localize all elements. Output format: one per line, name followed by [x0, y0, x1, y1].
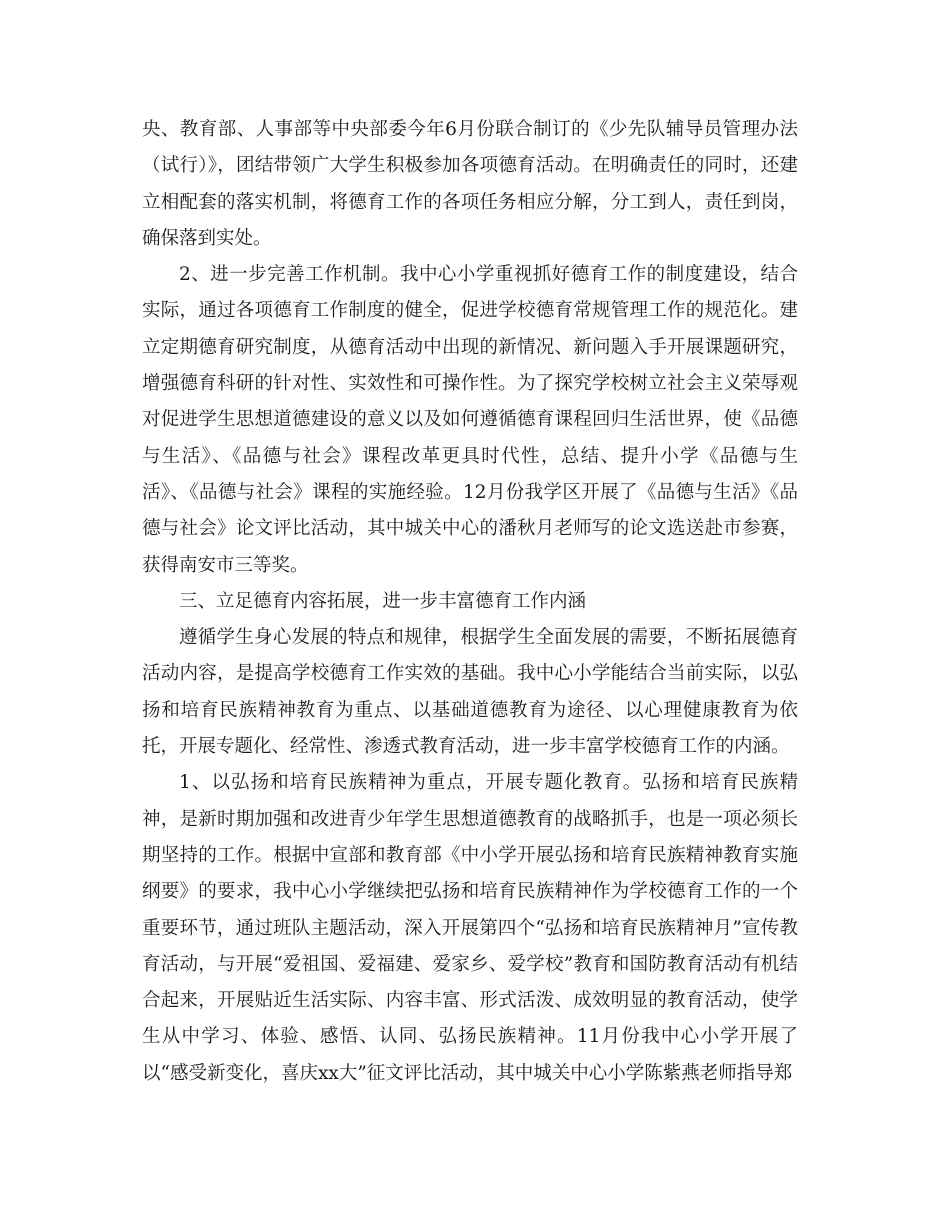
paragraph-national-spirit: 1、以弘扬和培育民族精神为重点，开展专题化教育。弘扬和培育民族精神，是新时期加强和改进青少年学生思想道德教育的战略抓手，也是一项必须长期坚持的工作。根据中宣部和教育部《中小学开展弘扬和培育民族精神教育实施纲要》的要求，我中心小学继续把弘扬和培育民族精神作为学校德育工作的一个重要环节，通过班队主题活动，深入开展第四个“弘扬和培育民族精神月”宣传教育活动，与开展“爱祖国、爱福建、爱家乡、爱学校”教育和国防教育活动有机结合起来，开展贴近生活实际、内容丰富、形式活泼、成效明显的教育活动，使学生从中学习、体验、感悟、认同、弘扬民族精神。11月份我中心小学开展了以“感受新变化，喜庆xx大”征文评比活动，其中城关中心小学陈紫燕老师指导郑: [142, 772, 798, 1084]
paragraph-continuation: 央、教育部、人事部等中央部委今年6月份联合制订的《少先队辅导员管理办法（试行）》，团结带领广大学生积极参加各项德育活动。在明确责任的同时，还建立相配套的落实机制，将德育工作的各项任务相应分解，分工到人，责任到岗，确保落到实处。: [142, 119, 798, 249]
document-body: [142, 112, 798, 1092]
paragraph-moral-content: 遵循学生身心发展的特点和规律，根据学生全面发展的需要，不断拓展德育活动内容，是提高学校德育工作实效的基础。我中心小学能结合当前实际，以弘扬和培育民族精神教育为重点、以基础道德教育为途径、以心理健康教育为依托，开展专题化、经常性、渗透式教育活动，进一步丰富学校德育工作的内涵。: [142, 627, 798, 758]
section-heading-three: 三、立足德育内容拓展，进一步丰富德育工作内涵: [179, 590, 587, 612]
paragraph-work-mechanism: 2、进一步完善工作机制。我中心小学重视抓好德育工作的制度建设，结合实际，通过各项德育工作制度的健全，促进学校德育常规管理工作的规范化。建立定期德育研究制度，从德育活动中出现的新情况、新问题入手开展课题研究，增强德育科研的针对性、实效性和可操作性。为了探究学校树立社会主义荣辱观对促进学生思想道德建设的意义以及如何遵循德育课程回归生活世界，使《品德与生活》、《品德与社会》课程改革更具时代性，总结、提升小学《品德与生活》、《品德与社会》课程的实施经验。12月份我学区开展了《品德与生活》《品德与社会》论文评比活动，其中城关中心的潘秋月老师写的论文选送赴市参赛，获得南安市三等奖。: [142, 264, 798, 576]
